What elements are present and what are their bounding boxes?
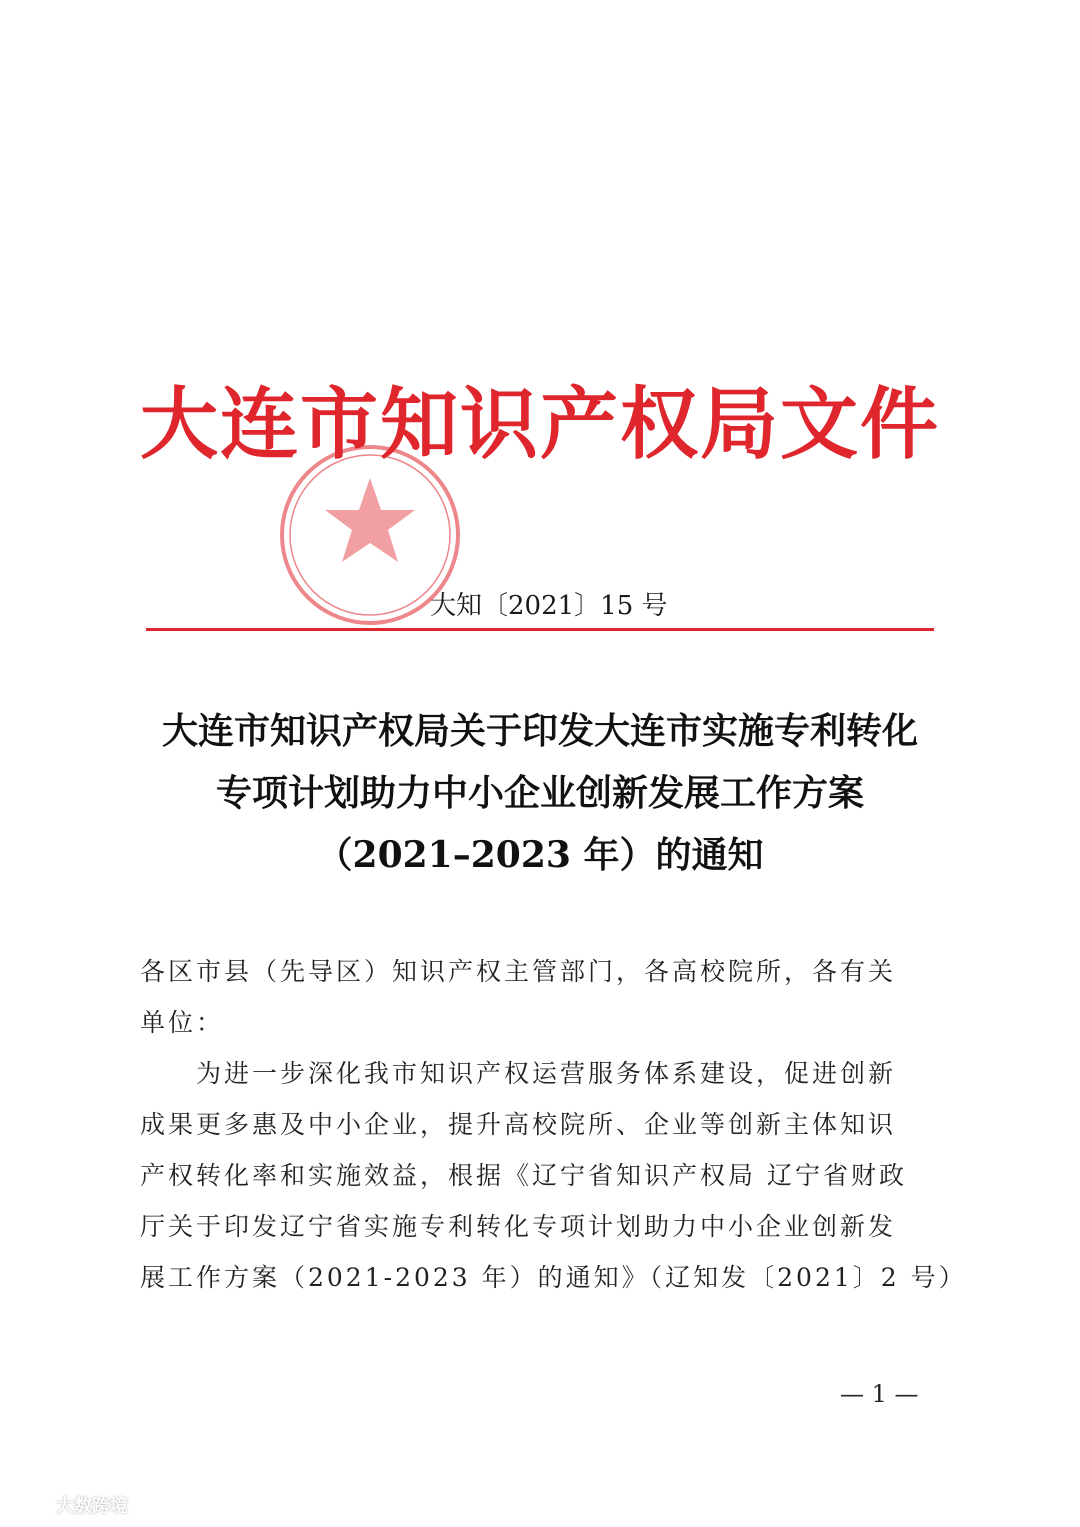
body-line-2: 单位： [140,1008,225,1037]
watermark [8,1490,128,1520]
watermark-label: 大数跨境 [56,1496,128,1517]
page-number: — 1 — [840,1380,919,1408]
document-number: 大知〔2021〕15 号 [430,591,668,621]
brand-logo-icon [8,1492,52,1518]
masthead-title: 大连市知识产权局文件 [140,379,941,470]
document-title [100,700,980,886]
document-body [140,946,967,1303]
red-divider-line [146,628,934,631]
body-line-6: 厅关于印发辽宁省实施专利转化专项计划助力中小企业创新发 [140,1212,897,1241]
body-line-5: 产权转化率和实施效益，根据《辽宁省知识产权局 辽宁省财政 [140,1161,907,1190]
title-line-1: 大连市知识产权局关于印发大连市实施专利转化 [161,710,918,752]
body-line-4: 成果更多惠及中小企业，提升高校院所、企业等创新主体知识 [140,1110,897,1139]
title-line-3: （2021–2023 年）的通知 [316,834,764,876]
body-line-3: 为进一步深化我市知识产权运营服务体系建设，促进创新 [196,1059,897,1088]
title-line-2: 专项计划助力中小企业创新发展工作方案 [215,772,864,814]
body-line-1: 各区市县（先导区）知识产权主管部门，各高校院所，各有关 [140,957,897,986]
body-line-7: 展工作方案（2021-2023 年）的通知》（辽知发〔2021〕2 号） [140,1263,967,1292]
